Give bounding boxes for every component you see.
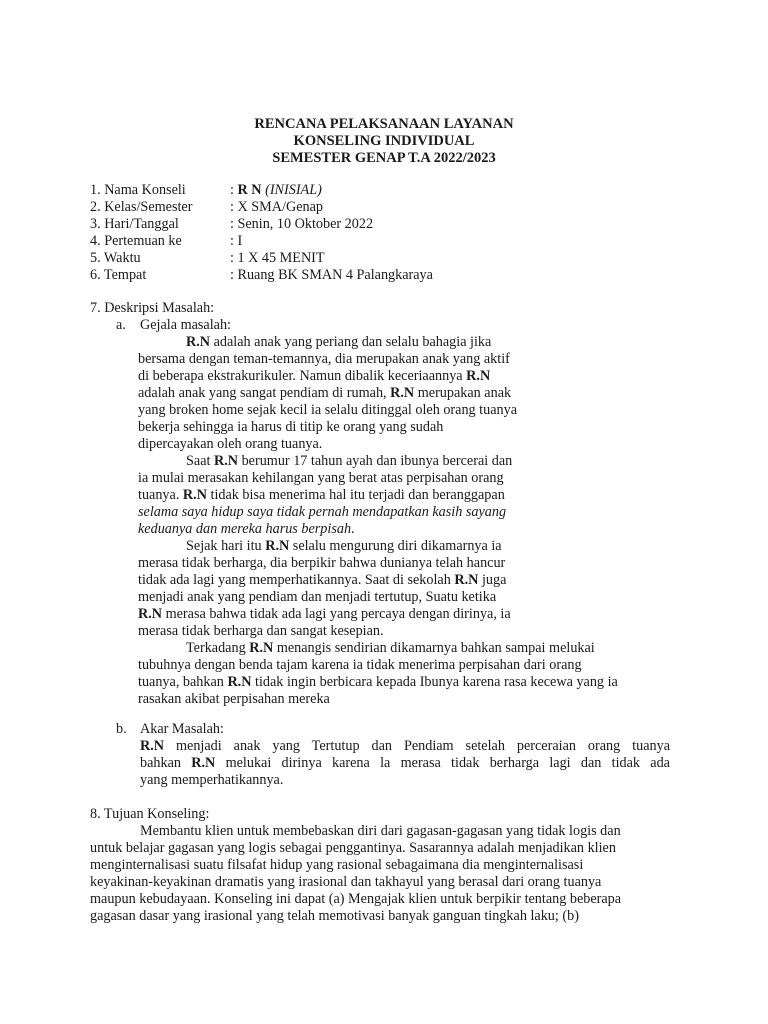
b-text-line-1: R.N menjadi anak yang Tertutup dan Pendiam setelah perceraian orang tuanya (140, 738, 670, 754)
s8-line-6: gagasan dasar yang irasional yang telah memotivasi banyak ganguan tingkah laku; (b) (90, 908, 579, 924)
p4-line-4: rasakan akibat perpisahan mereka (138, 691, 330, 707)
p1-line-6: bekerja sehingga ia harus di titip ke orang yang sudah (138, 419, 444, 435)
b-text-line-3: yang memperhatikannya. (140, 772, 284, 788)
info-name-bold: R N (237, 182, 262, 198)
p1-line-4: adalah anak yang sangat pendiam di rumah, R.N merupakan anak (138, 385, 512, 401)
section-7-heading: 7. Deskripsi Masalah: (90, 300, 215, 316)
section-7a-heading: Gejala masalah: (140, 317, 231, 333)
client-name: R.N (265, 538, 290, 554)
info-label-meeting: 4. Pertemuan ke (90, 233, 182, 249)
info-label-date: 3. Hari/Tanggal (90, 216, 179, 232)
section-7b-heading: Akar Masalah: (140, 721, 224, 737)
p2-line-2: ia mulai merasakan kehilangan yang berat atas perpisahan orang (138, 470, 504, 486)
info-label-name: 1. Nama Konseli (90, 182, 186, 198)
client-name: R.N (249, 640, 274, 656)
info-value-class: : X SMA/Genap (230, 199, 324, 215)
p3-line-4: menjadi anak yang pendiam dan menjadi tertutup, Suatu ketika (138, 589, 497, 605)
document-title-line-2: KONSELING INDIVIDUAL (293, 133, 475, 149)
b-text-line-2: bahkan R.N melukai dirinya karena la merasa tidak berharga lagi dan tidak ada (140, 755, 670, 771)
p4-line-3: tuanya, bahkan R.N tidak ingin berbicara kepada Ibunya karena rasa kecewa yang ia (138, 674, 618, 690)
section-7b-marker: b. (116, 721, 127, 737)
p1-line-3: di beberapa ekstrakurikuler. Namun dibalik keceriaannya R.N (138, 368, 491, 384)
p4-line-2: tubuhnya dengan benda tajam karena ia tidak menerima perpisahan dari orang (138, 657, 582, 673)
info-name-italic: (INISIAL) (265, 182, 322, 198)
p2-line-3: tuanya. R.N tidak bisa menerima hal itu terjadi dan beranggapan (138, 487, 505, 503)
p1-line-5: yang broken home sejak kecil ia selalu ditinggal oleh orang tuanya (138, 402, 518, 418)
p3-line-6: merasa tidak berharga dan sangat kesepian. (138, 623, 384, 639)
p4-line-1: Terkadang R.N menangis sendirian dikamarnya bahkan sampai melukai (186, 640, 595, 656)
client-name: R.N (466, 368, 491, 384)
client-name: R.N (186, 334, 211, 350)
client-name: R.N (182, 487, 207, 503)
s8-line-3: menginternalisasi suatu filsafat hidup yang rasional sebagaimana dia menginternalisasi (90, 857, 584, 873)
p3-line-1: Sejak hari itu R.N selalu mengurung diri dikamarnya ia (186, 538, 502, 554)
p2-line-4: selama saya hidup saya tidak pernah mendapatkan kasih sayang (138, 504, 507, 520)
info-value-time: : 1 X 45 MENIT (230, 250, 325, 266)
section-7a-marker: a. (116, 317, 126, 333)
info-value-meeting: : I (230, 233, 243, 249)
s8-line-2: untuk belajar gagasan yang logis sebagai penggantinya. Sasarannya adalah menjadikan klien (90, 840, 616, 856)
p3-line-3: tidak ada lagi yang memperhatikannya. Saat di sekolah R.N juga (138, 572, 507, 588)
info-value-name: : R N (INISIAL) (230, 182, 322, 198)
info-label-time: 5. Waktu (90, 250, 141, 266)
info-value-date: : Senin, 10 Oktober 2022 (230, 216, 374, 232)
s8-line-5: maupun kebudayaan. Konseling ini dapat (a) Mengajak klien untuk berpikir tentang beberapa (90, 891, 622, 907)
client-name: R.N (140, 738, 165, 754)
client-name: R.N (191, 755, 216, 771)
info-label-class: 2. Kelas/Semester (90, 199, 193, 215)
p2-line-5: keduanya dan mereka harus berpisah. (138, 521, 355, 537)
info-label-place: 6. Tempat (90, 267, 147, 283)
document-title-line-1: RENCANA PELAKSANAAN LAYANAN (254, 116, 514, 132)
section-8-heading: 8. Tujuan Konseling: (90, 806, 210, 822)
client-name: R.N (454, 572, 479, 588)
s8-line-1: Membantu klien untuk membebaskan diri dari gagasan-gagasan yang tidak logis dan (140, 823, 621, 839)
p3-line-2: merasa tidak berharga, dia berpikir bahwa dunianya telah hancur (138, 555, 506, 571)
client-name: R.N (138, 606, 163, 622)
client-name: R.N (227, 674, 252, 690)
info-value-place: : Ruang BK SMAN 4 Palangkaraya (230, 267, 433, 283)
p1-line-1: R.N adalah anak yang periang dan selalu bahagia jika (186, 334, 492, 350)
p1-line-7: dipercayakan oleh orang tuanya. (138, 436, 323, 452)
p1-line-2: bersama dengan teman-temannya, dia merupakan anak yang aktif (138, 351, 510, 367)
client-name: R.N (213, 453, 239, 469)
client-name: R.N (390, 385, 415, 401)
s8-line-4: keyakinan-keyakinan dramatis yang irasional dan takhayul yang berasal dari orang tuanya (90, 874, 602, 890)
document-title-line-3: SEMESTER GENAP T.A 2022/2023 (272, 150, 496, 166)
p2-line-1: Saat R.N berumur 17 tahun ayah dan ibunya bercerai dan (186, 453, 513, 469)
p3-line-5: R.N merasa bahwa tidak ada lagi yang percaya dengan dirinya, ia (138, 606, 511, 622)
